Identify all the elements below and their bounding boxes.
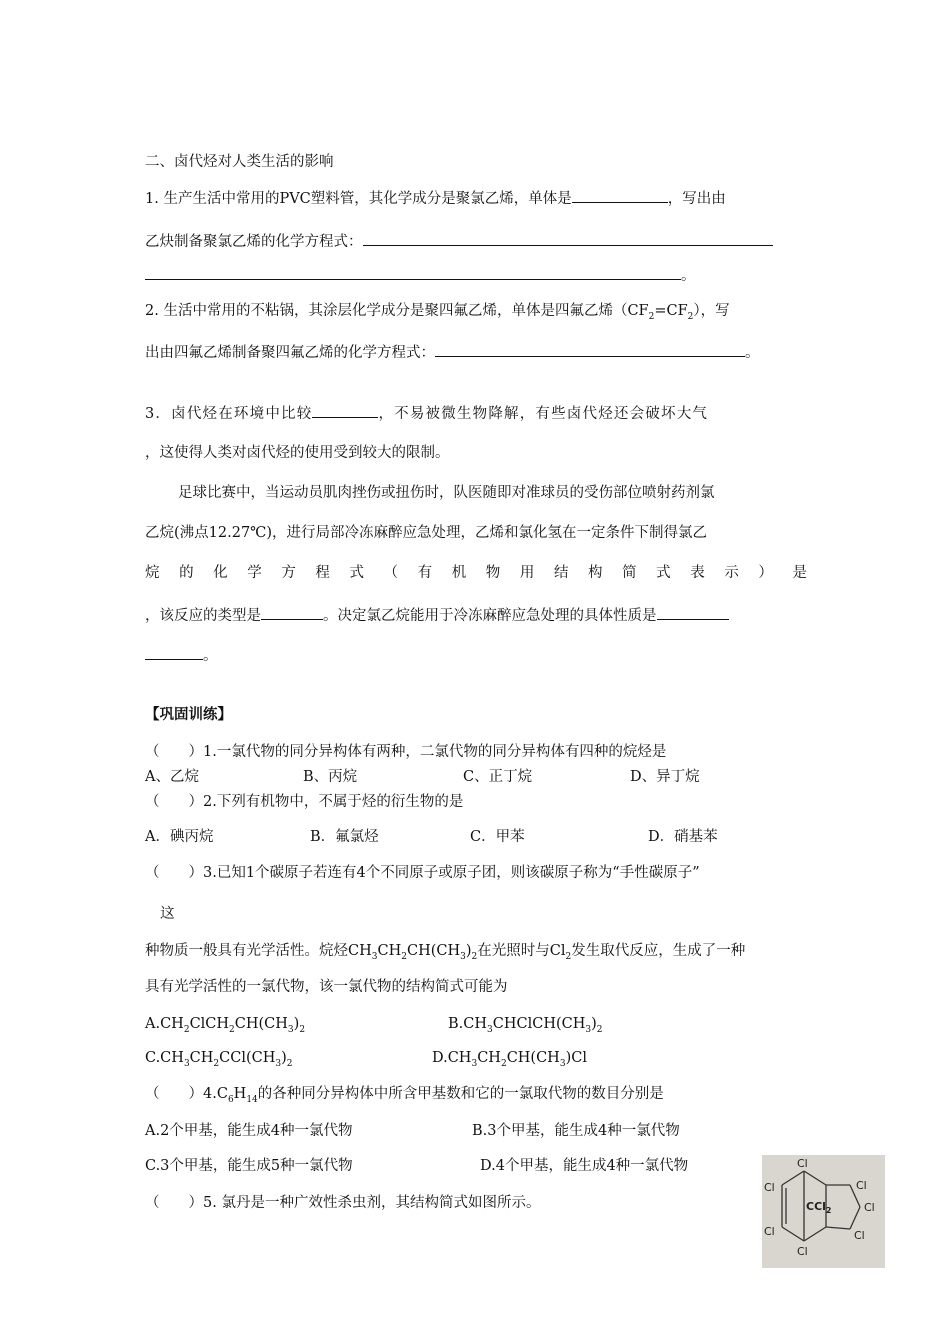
subscript: 2: [471, 951, 478, 962]
practice-q3-line-3: [145, 941, 745, 961]
spread-char: 方: [281, 565, 296, 581]
q4-option-c[interactable]: C.3个甲基，能生成5种一氯代物: [145, 1158, 353, 1174]
text: 1. 生产生活中常用的PVC塑料管，其化学成分是聚氯乙烯，单体是: [145, 191, 572, 207]
answer-blank[interactable]: [572, 188, 668, 203]
spread-char: 机: [451, 565, 467, 581]
cl-label: Cl: [864, 1201, 875, 1214]
text: （ ）4.C: [145, 1086, 228, 1102]
answer-blank[interactable]: [657, 605, 729, 620]
text: 。决定氯乙烷能用于冷冻麻醉应急处理的具体性质是: [323, 608, 657, 624]
spread-char: 烷: [145, 565, 160, 581]
text: ): [293, 1016, 300, 1032]
answer-blank[interactable]: [261, 605, 323, 620]
cl-label: Cl: [764, 1181, 775, 1194]
subscript: 6: [227, 1094, 234, 1105]
text: ，不易被微生物降解，有些卤代烃还会破坏大气: [378, 406, 709, 422]
text: 发生取代反应，生成了一种: [571, 943, 746, 959]
q2-option-c[interactable]: C．甲苯: [470, 829, 525, 845]
paragraph-line-4: [145, 605, 729, 626]
cl-label: Cl: [856, 1179, 867, 1192]
spread-char: ）: [758, 565, 773, 581]
spread-char: 化: [213, 565, 228, 581]
question-1-line-3: [145, 265, 696, 286]
q2-option-a[interactable]: A．碘丙烷: [145, 829, 214, 845]
subscript: 2: [687, 311, 694, 322]
text: 的各种同分异构体中所含甲基数和它的一氯取代物的数目分别是: [257, 1086, 664, 1102]
text: )Cl: [565, 1050, 587, 1066]
q1-option-c[interactable]: C、正丁烷: [463, 769, 533, 785]
subscript: 2: [213, 1058, 220, 1069]
practice-q4: [145, 1084, 664, 1104]
subscript: 2: [825, 1206, 832, 1215]
q2-option-d[interactable]: D．硝基苯: [648, 829, 718, 845]
text: 在光照时与Cl: [477, 943, 566, 959]
q3-option-b[interactable]: [448, 1014, 603, 1034]
spread-char: 学: [247, 565, 262, 581]
question-3-line-2: ，这使得人类对卤代烃的使用受到较大的限制。: [145, 445, 450, 461]
cl-label: Cl: [854, 1229, 865, 1242]
subscript: 3: [275, 1058, 282, 1069]
subscript: 3: [460, 951, 466, 962]
text: C.CH: [145, 1050, 184, 1066]
text: 3．卤代烃在环境中比较: [145, 406, 313, 422]
subscript: 2: [648, 311, 655, 322]
spread-char: 的: [179, 565, 194, 581]
text: D.CH: [432, 1050, 472, 1066]
spread-char: 结: [553, 565, 569, 581]
text: A.CH: [145, 1016, 184, 1032]
subscript: 2: [401, 951, 407, 962]
practice-q3-line-4: 具有光学活性的一氯代物，该一氯代物的结构简式可能为: [145, 979, 508, 995]
question-1-line-1: [145, 188, 726, 209]
spread-char: 是: [792, 565, 807, 581]
spread-char: 式: [656, 565, 671, 581]
text: H: [233, 1086, 247, 1102]
subscript: 3: [559, 1058, 566, 1069]
text: CCl(CH: [219, 1050, 276, 1066]
chlordane-structure-figure: [762, 1155, 885, 1268]
cl-label: Cl: [797, 1245, 808, 1258]
text: B.CH: [448, 1016, 488, 1032]
practice-q3-line-2: 这: [160, 906, 175, 922]
text: CH: [377, 943, 402, 959]
subscript: 3: [471, 1058, 478, 1069]
subscript: 3: [487, 1024, 493, 1035]
q4-option-d[interactable]: D.4个甲基，能生成4种一氯代物: [480, 1158, 689, 1174]
section-heading: 二、卤代烃对人类生活的影响: [145, 154, 334, 170]
text: ClCH: [189, 1016, 230, 1032]
text: ): [281, 1050, 287, 1066]
spread-char: 程: [315, 565, 330, 581]
subscript: 3: [183, 1058, 190, 1069]
subscript: 2: [299, 1024, 306, 1035]
question-2-line-1: [145, 301, 730, 321]
subscript: 2: [565, 951, 572, 962]
spread-char: 有: [417, 565, 433, 581]
practice-q1: （ ）1.一氯代物的同分异构体有两种，二氯代物的同分异构体有四种的烷烃是: [145, 744, 667, 760]
q1-option-d[interactable]: D、异丁烷: [630, 769, 700, 785]
subscript: 3: [371, 951, 378, 962]
paragraph-line-2: 乙烷(沸点12.27℃)，进行局部冷冻麻醉应急处理，乙烯和氯化氢在一定条件下制得氯乙: [145, 525, 708, 541]
text: 乙炔制备聚氯乙烯的化学方程式：: [145, 234, 363, 250]
spread-char: （: [383, 565, 399, 581]
q1-option-a[interactable]: A、乙烷: [145, 769, 199, 785]
spread-char: 表: [690, 565, 705, 581]
answer-blank[interactable]: [312, 403, 378, 418]
text: 出由四氟乙烯制备聚四氟乙烯的化学方程式：: [145, 345, 435, 361]
paragraph-line-1: 足球比赛中，当运动员肌肉挫伤或扭伤时，队医随即对准球员的受伤部位喷射药剂氯: [178, 485, 715, 501]
chlordane-structure-drawing: [762, 1155, 885, 1268]
spread-char: 简: [622, 565, 637, 581]
spread-char: 示: [724, 565, 739, 581]
q1-option-b[interactable]: B、丙烷: [303, 769, 358, 785]
answer-blank[interactable]: [145, 645, 203, 660]
text: CHClCH(CH: [492, 1016, 586, 1032]
text: CH(CH: [506, 1050, 560, 1066]
text: CH(CH: [406, 943, 461, 959]
spread-char: 用: [519, 565, 535, 581]
text: ): [591, 1016, 597, 1032]
answer-blank[interactable]: [363, 231, 773, 246]
text: CH(CH: [234, 1016, 288, 1032]
text: 。: [745, 345, 760, 361]
practice-q5: （ ）5. 氯丹是一种广效性杀虫剂，其结构简式如图所示。: [145, 1195, 541, 1211]
subscript: 14: [246, 1094, 258, 1105]
question-3-line-1: [145, 403, 708, 424]
paragraph-line-5: [145, 645, 218, 666]
text: CH: [477, 1050, 501, 1066]
text: 。: [203, 648, 218, 664]
practice-heading: 【巩固训练】: [145, 706, 232, 723]
subscript: 2: [500, 1058, 507, 1069]
text: 2. 生活中常用的不粘锅，其涂层化学成分是聚四氟乙烯，单体是四氟乙烯（CF: [145, 303, 649, 319]
spread-char: 式: [349, 565, 364, 581]
practice-q3-line-1: （ ）3.已知1个碳原子若连有4个不同原子或原子团，则该碳原子称为“手性碳原子”: [145, 865, 700, 881]
text: ，该反应的类型是: [145, 608, 261, 624]
subscript: 3: [585, 1024, 592, 1035]
question-1-line-2: [145, 231, 773, 252]
text: =CF: [654, 303, 688, 319]
paragraph-line-3: [145, 563, 807, 583]
subscript: 3: [287, 1024, 294, 1035]
practice-q2: （ ）2.下列有机物中，不属于烃的衍生物的是: [145, 794, 464, 810]
q4-option-b[interactable]: B.3个甲基，能生成4种一氯代物: [472, 1123, 680, 1139]
answer-blank[interactable]: [435, 342, 745, 357]
text: ，写出由: [667, 191, 726, 207]
text: CCl: [806, 1200, 826, 1213]
spread-char: 物: [485, 565, 501, 581]
ccl2-label: [806, 1200, 832, 1215]
q4-option-a[interactable]: A.2个甲基，能生成4种一氯代物: [145, 1123, 353, 1139]
cl-label: Cl: [797, 1157, 808, 1170]
q2-option-b[interactable]: B．氟氯烃: [310, 829, 379, 845]
subscript: 2: [596, 1024, 603, 1035]
question-2-line-2: [145, 342, 760, 363]
subscript: 2: [229, 1024, 235, 1035]
q3-option-c[interactable]: [145, 1048, 293, 1068]
text: CH: [189, 1050, 214, 1066]
subscript: 2: [286, 1058, 293, 1069]
text: 。: [681, 268, 696, 284]
answer-blank[interactable]: [145, 265, 681, 280]
subscript: 2: [183, 1024, 190, 1035]
q3-option-d[interactable]: [432, 1048, 587, 1068]
text: ): [465, 943, 472, 959]
q3-option-a[interactable]: [145, 1014, 305, 1034]
text: 种物质一般具有光学活性。烷烃CH: [145, 943, 372, 959]
text: ），写: [693, 303, 730, 319]
spread-char: 构: [588, 565, 603, 581]
cl-label: Cl: [764, 1225, 775, 1238]
